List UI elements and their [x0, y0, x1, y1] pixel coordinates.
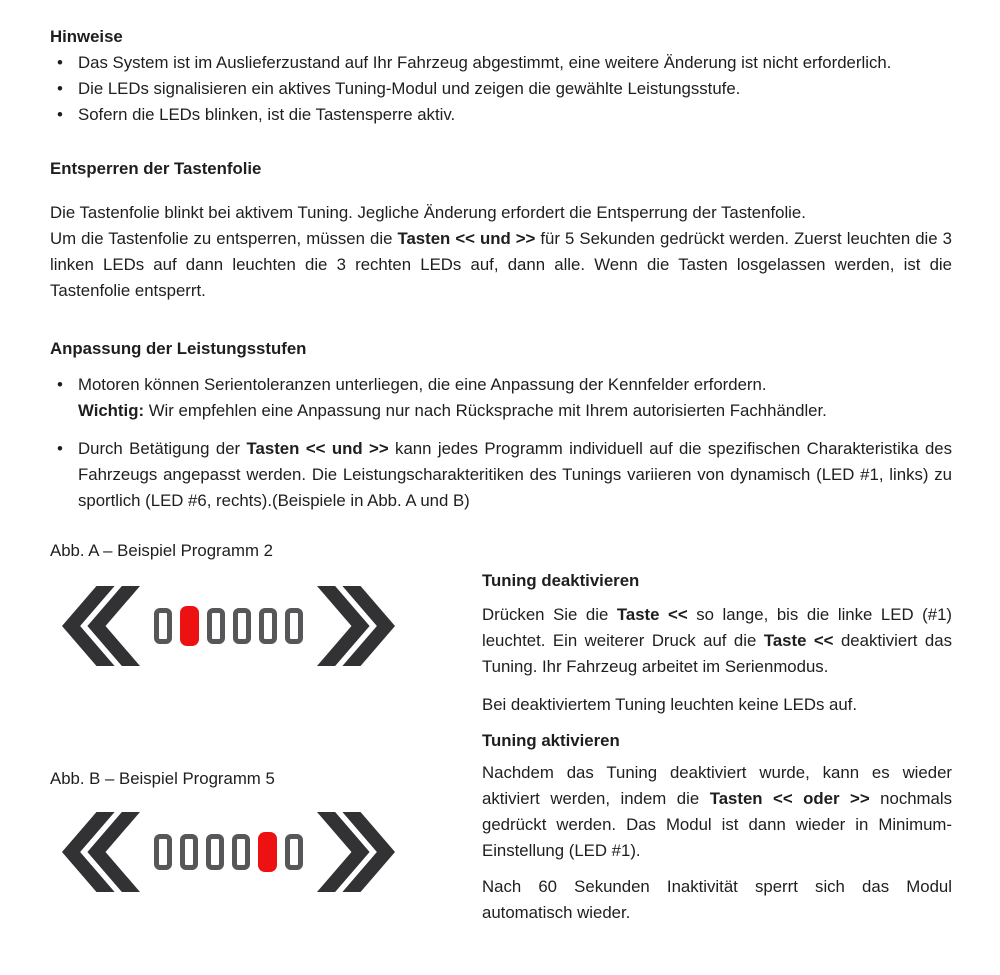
section-entsperren [50, 156, 952, 304]
figures-and-text-area [50, 538, 952, 926]
tuning-text-column [482, 538, 952, 926]
figure-column [50, 538, 482, 926]
bullet-item: • Die LEDs signalisieren ein aktives Tuning-Modul und zeigen die gewählte Leistungsstufe. [50, 76, 952, 102]
led-indicator-figure-a [62, 586, 395, 666]
figure-b-label: Abb. B – Beispiel Programm 5 [50, 769, 275, 788]
led-4-off [233, 608, 251, 644]
led-5-off [259, 608, 277, 644]
led-2-off [180, 834, 198, 870]
double-chevron-left-icon [62, 586, 140, 666]
led-2-active [180, 606, 199, 646]
double-chevron-left-icon [62, 812, 140, 892]
bullet-item: • Sofern die LEDs blinken, ist die Tastensperre aktiv. [50, 102, 952, 128]
para-entsperren-1: Die Tastenfolie blinkt bei aktivem Tuning. Jegliche Änderung erfordert die Entsperrung der Tastenfolie. [50, 203, 806, 222]
led-5-active [258, 832, 277, 872]
led-row-a [154, 606, 303, 646]
double-chevron-right-icon [317, 586, 395, 666]
para-deaktivieren-2: Bei deaktiviertem Tuning leuchten keine LEDs auf. [482, 695, 857, 714]
para-aktivieren-2: Nach 60 Sekunden Inaktivität sperrt sich das Modul automatisch wieder. [482, 877, 952, 922]
led-row-b [154, 832, 303, 872]
para-aktivieren-1: Nachdem das Tuning deaktiviert wurde, kann es wieder aktiviert werden, indem die Tasten << oder >> nochmals gedrückt werden. Das Modul ist dann wieder in Minimum-Einstellung (LED #1). [482, 763, 952, 860]
heading-tuning-deaktivieren: Tuning deaktivieren [482, 571, 640, 590]
led-indicator-figure-b [62, 812, 395, 892]
led-6-off [285, 834, 303, 870]
led-3-off [206, 834, 224, 870]
heading-hinweise: Hinweise [50, 27, 123, 46]
bullet-anpassung-1: • Motoren können Serientoleranzen unterliegen, die eine Anpassung der Kennfelder erfordern. Wichtig: Wir empfehlen eine Anpassung nur nach Rücksprache mit Ihrem autorisierten Fachhändler. [50, 372, 952, 424]
para-entsperren-2: Um die Tastenfolie zu entsperren, müssen die Tasten << und >> für 5 Sekunden gedrückt werden. Zuerst leuchten die 3 linken LEDs auf dann leuchten die 3 rechten LEDs auf, dann alle. Wenn die Tasten losgelassen werden, ist die Tastenfolie entsperrt. [50, 229, 952, 300]
led-1-off [154, 608, 172, 644]
heading-tuning-aktivieren: Tuning aktivieren [482, 731, 620, 750]
figure-a-label: Abb. A – Beispiel Programm 2 [50, 541, 273, 560]
led-3-off [207, 608, 225, 644]
para-deaktivieren-1: Drücken Sie die Taste << so lange, bis die linke LED (#1) leuchtet. Ein weiterer Druck auf die Taste << deaktiviert das Tuning. Ihr Fahrzeug arbeitet im Serienmodus. [482, 605, 952, 676]
section-hinweise [50, 24, 952, 128]
bullet-item: • Das System ist im Auslieferzustand auf Ihr Fahrzeug abgestimmt, eine weitere Änderung ist nicht erforderlich. [50, 50, 952, 76]
led-6-off [285, 608, 303, 644]
led-1-off [154, 834, 172, 870]
section-anpassung [50, 336, 952, 514]
heading-entsperren: Entsperren der Tastenfolie [50, 159, 262, 178]
hinweise-bullet-list [50, 50, 952, 128]
heading-anpassung: Anpassung der Leistungsstufen [50, 339, 307, 358]
bullet-anpassung-2: • Durch Betätigung der Tasten << und >> kann jedes Programm individuell auf die spezifischen Charakteristika des Fahrzeugs angepasst werden. Die Leistungscharakteritiken des Tunings variieren von dynamisch (LED #1, links) zu sportlich (LED #6, rechts).(Beispiele in Abb. A und B) [50, 436, 952, 514]
double-chevron-right-icon [317, 812, 395, 892]
led-4-off [232, 834, 250, 870]
